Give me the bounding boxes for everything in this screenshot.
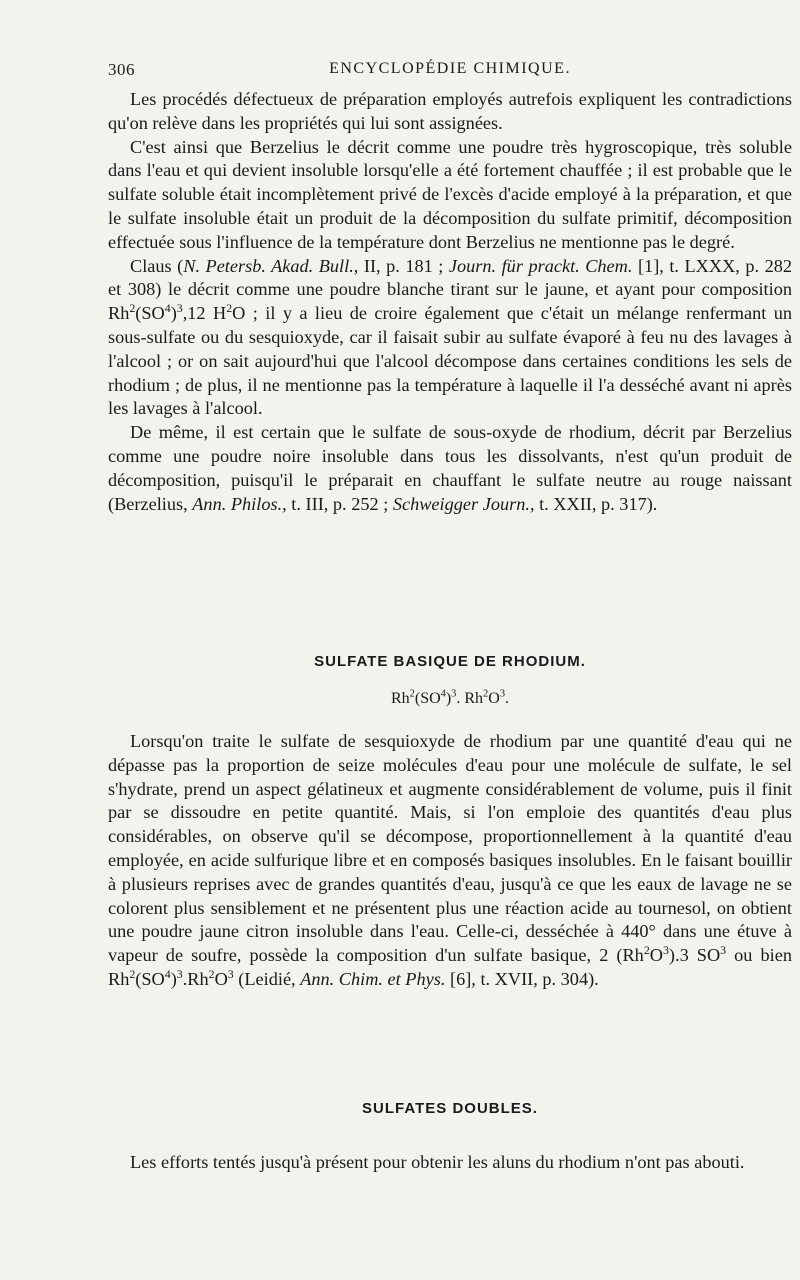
text-run: ,12 H [182,303,227,324]
italic-citation: Journ. für prackt. Chem. [448,255,633,276]
text-run: , II, p. 181 ; [353,255,449,276]
running-title: ENCYCLOPÉDIE CHIMIQUE. [329,60,571,77]
superscript: 3 [227,966,234,981]
superscript: 2 [409,688,415,700]
superscript: 3 [662,943,669,958]
superscript: 2 [129,966,136,981]
superscript: 4 [164,301,171,316]
chemical-formula [108,690,792,708]
paragraph [108,136,792,255]
text-run: .Rh [182,968,209,989]
paragraph [108,730,792,992]
text-run: (SO [135,303,165,324]
superscript: 2 [226,301,233,316]
text-run: Lorsqu'on traite le sulfate de sesquioxyde de rhodium par une quantité d'eau qui ne dépasse pas la proportion de seize molécules d'eau pour une molécule de sulfate, le sel s'hydrate, prend un aspect gélatineux et augmente considérablement de volume, puis il finit par se dissoudre en petite quantité. Mais, si l'on emploie des quantités d'eau plus considérables, on observe qu'il se décompose, proportionnellement à la quantité d'eau employée, en acide sulfurique libre et en composés basiques insolubles. En le faisant bouillir à plusieurs reprises avec de grandes quantités d'eau, jusqu'à ce que les eaux de lavage ne se colorent plus sensiblement et ne présentent plus une réaction acide au tournesol, on obtient une poudre jaune citron insoluble dans l'eau. Celle-ci, desséchée à 440° dans une étuve à vapeur de soufre, possède la composition d'un sulfate basique, 2 (Rh [108,731,792,966]
text-run: ) [170,968,177,989]
text-run: , t. III, p. 252 ; [282,493,393,514]
superscript: 3 [720,943,727,958]
running-head [108,60,792,84]
text-run: De même, il est certain que le sulfate de sous-oxyde de rhodium, décrit par Berzelius comme une poudre noire insoluble dans tous les dissolvants, n'est qu'un produit de décomposition, puisqu'il le préparait en chauffant le sulfate neutre au rouge naissant (Berzelius, [108,422,792,514]
paragraph [108,255,792,422]
paragraph [108,1151,792,1175]
superscript: 2 [483,688,489,700]
text-run: Rh [390,690,410,707]
text-run: O [214,968,228,989]
section-heading-sulfates-doubles: SULFATES DOUBLES. [362,1100,538,1117]
italic-citation: Schweigger Journ. [392,493,530,514]
text-run: [6], t. XVII, p. 304). [445,968,599,989]
text-run: ) [445,690,452,707]
text-run: (Leidié, [233,968,301,989]
italic-citation: Ann. Philos. [192,493,283,514]
text-run: Les efforts tentés jusqu'à présent pour obtenir les aluns du rhodium n'ont pas abouti. [130,1152,745,1172]
text-run: Claus ( [130,255,184,276]
text-run: , t. XXII, p. 317). [529,493,658,514]
body-text-part3 [108,1151,792,1175]
page-number: 306 [108,60,135,79]
paragraph [108,421,792,516]
text-run: ).3 SO [668,945,721,966]
text-run: (SO [135,968,165,989]
superscript: 3 [451,688,457,700]
text-run: [1], t. LXXX, p. 282 et 308) le décrit comme une poudre blanche tirant sur le jaune, et ayant pour composition Rh [108,255,793,324]
body-text-part1 [108,88,792,516]
superscript: 4 [164,966,171,981]
superscript: 2 [208,966,215,981]
paragraph [108,88,792,136]
text-run: O ; il y a lieu de croire également que c'était un mélange renfermant un sous-sulfate ou du sesquioxyde, car il faisait subir au sulfate évaporé à feu nu des lavages à l'alcool ; or on sait aujourd'hui que l'alcool décompose dans certaines conditions les sels de rhodium ; de plus, il ne mentionne pas la température à laquelle il l'a desséché avant ni après les lavages à l'alcool. [108,303,793,419]
text-run: (SO [414,690,441,707]
text-run: . [505,690,510,707]
superscript: 2 [129,301,136,316]
superscript: 2 [643,943,650,958]
text-run: ) [170,303,177,324]
body-text-part2 [108,730,792,992]
superscript: 3 [176,966,183,981]
superscript: 3 [176,301,183,316]
text-run: . Rh [456,690,484,707]
text-run: O [488,690,500,707]
text-run: C'est ainsi que Berzelius le décrit comme une poudre très hygroscopique, très soluble dans l'eau et qui devient insoluble lorsqu'elle a été fortement chauffée ; il est probable que le sulfate soluble était incomplètement privé de l'excès d'acide employé à la préparation, et que le sulfate insoluble était un produit de la décomposition du sulfate primitif, décomposition effectuée sous l'influence de la température dont Berzelius ne mentionne pas le degré. [108,136,792,252]
superscript: 3 [499,688,506,700]
italic-citation: Ann. Chim. et Phys. [300,968,446,989]
italic-citation: N. Petersb. Akad. Bull. [183,255,354,276]
text-run: Les procédés défectueux de préparation employés autrefois expliquent les contradictions qu'on relève dans les propriétés qui lui sont assignées. [108,89,792,133]
superscript: 4 [440,688,446,700]
text-run: O [649,945,663,966]
section-heading-sulfate-basique: SULFATE BASIQUE DE RHODIUM. [314,653,586,670]
text-run: ou bien Rh [108,945,792,989]
